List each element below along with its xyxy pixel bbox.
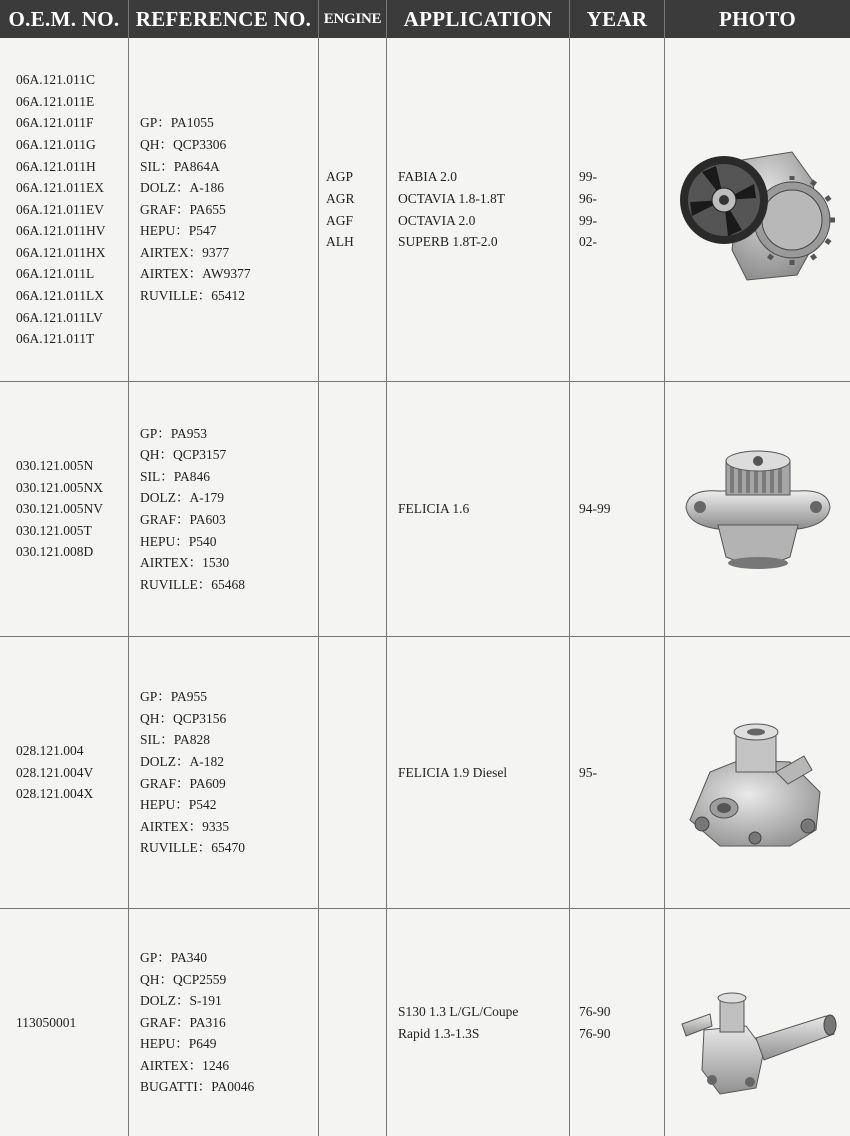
reference-number: HEPU：P542 — [140, 797, 217, 813]
oem-number: 06A.121.011HV — [16, 223, 106, 239]
table-row-reference-cell — [140, 637, 315, 908]
water-pump-housing-icon — [680, 712, 830, 852]
table-row-oem-cell — [16, 38, 126, 381]
column-divider — [386, 0, 387, 1136]
table-row-oem-cell — [16, 909, 126, 1136]
oem-number: 06A.121.011H — [16, 158, 96, 174]
year-range: 76-90 — [579, 1003, 611, 1019]
reference-number: GRAF：PA316 — [140, 1014, 226, 1030]
reference-number: GRAF：PA609 — [140, 775, 226, 791]
table-row-application-cell — [398, 38, 566, 381]
table-row-year-cell — [579, 382, 661, 636]
reference-number: GRAF：PA655 — [140, 201, 226, 217]
table-row-reference-cell — [140, 382, 315, 636]
application-model: SUPERB 1.8T-2.0 — [398, 234, 498, 250]
oem-number: 030.121.005N — [16, 458, 94, 474]
reference-number: DOLZ：A-186 — [140, 180, 224, 196]
header-reference: REFERENCE NO. — [129, 0, 318, 38]
oem-number: 06A.121.011L — [16, 266, 95, 282]
oem-number: 028.121.004 — [16, 743, 84, 759]
engine-code: AGR — [326, 190, 355, 206]
header-photo: PHOTO — [665, 0, 850, 38]
oem-number: 028.121.004V — [16, 764, 94, 780]
year-range: 99- — [579, 169, 597, 185]
water-pump-flange-icon — [678, 445, 838, 575]
reference-number: AIRTEX：9377 — [140, 244, 230, 260]
table-row-year-cell — [579, 38, 661, 381]
reference-number: AIRTEX：1246 — [140, 1057, 230, 1073]
application-model: FELICIA 1.6 — [398, 501, 470, 517]
table-row-application-cell — [398, 637, 566, 908]
oem-number: 06A.121.011F — [16, 115, 94, 131]
table-row-reference-cell — [140, 38, 315, 381]
column-divider — [318, 0, 319, 1136]
table-row-application-cell — [398, 909, 566, 1136]
reference-number: AIRTEX：1530 — [140, 555, 230, 571]
oem-number: 06A.121.011HX — [16, 244, 106, 260]
table-row-year-cell — [579, 637, 661, 908]
reference-number: RUVILLE：65468 — [140, 576, 245, 592]
reference-number: RUVILLE：65412 — [140, 288, 245, 304]
oem-number: 06A.121.011EX — [16, 180, 104, 196]
year-range: 95- — [579, 764, 597, 780]
reference-number: HEPU：P649 — [140, 1036, 217, 1052]
year-range: 99- — [579, 212, 597, 228]
reference-number: GP：PA340 — [140, 949, 208, 965]
reference-number: SIL：PA846 — [140, 468, 211, 484]
application-model: Rapid 1.3-1.3S — [398, 1025, 480, 1041]
oem-number: 030.121.005NX — [16, 479, 103, 495]
reference-number: QH：QCP3306 — [140, 136, 227, 152]
table-row-year-cell — [579, 909, 661, 1136]
oem-number: 06A.121.011C — [16, 72, 96, 88]
reference-number: GP：PA953 — [140, 425, 208, 441]
header-application: APPLICATION — [387, 0, 569, 38]
year-range: 76-90 — [579, 1025, 611, 1041]
reference-number: HEPU：P547 — [140, 223, 217, 239]
oem-number: 06A.121.011LV — [16, 309, 103, 325]
oem-number: 030.121.008D — [16, 544, 94, 560]
year-range: 96- — [579, 190, 597, 206]
reference-number: QH：QCP2559 — [140, 971, 227, 987]
oem-number: 030.121.005T — [16, 522, 92, 538]
water-pump-gear-icon — [672, 140, 842, 290]
reference-number: DOLZ：S-191 — [140, 993, 222, 1009]
oem-number: 06A.121.011LX — [16, 288, 104, 304]
water-pump-pipe-icon — [676, 990, 841, 1100]
year-range: 94-99 — [579, 501, 611, 517]
table-row-oem-cell — [16, 637, 126, 908]
reference-number: GRAF：PA603 — [140, 512, 226, 527]
table-row-reference-cell — [140, 909, 315, 1136]
table-row-engine-cell — [326, 38, 384, 381]
oem-number: 06A.121.011E — [16, 93, 95, 109]
oem-number: 028.121.004X — [16, 786, 94, 802]
reference-number: BUGATTI：PA0046 — [140, 1079, 255, 1095]
reference-number: HEPU：P540 — [140, 533, 217, 549]
reference-number: GP：PA955 — [140, 689, 208, 705]
application-model: S130 1.3 L/GL/Coupe — [398, 1003, 519, 1019]
oem-number: 030.121.005NV — [16, 501, 103, 517]
engine-code: ALH — [326, 234, 354, 250]
year-range: 02- — [579, 234, 597, 250]
reference-number: QH：QCP3156 — [140, 710, 227, 726]
oem-number: 06A.121.011G — [16, 136, 96, 152]
reference-number: RUVILLE：65470 — [140, 840, 245, 856]
column-divider — [664, 0, 665, 1136]
table-row-application-cell — [398, 382, 566, 636]
reference-number: SIL：PA864A — [140, 158, 220, 174]
engine-code: AGP — [326, 169, 354, 185]
reference-number: GP：PA1055 — [140, 115, 214, 131]
application-model: FABIA 2.0 — [398, 169, 458, 185]
engine-code: AGF — [326, 212, 354, 228]
application-model: OCTAVIA 1.8-1.8T — [398, 190, 506, 206]
application-model: OCTAVIA 2.0 — [398, 212, 476, 228]
column-divider — [569, 0, 570, 1136]
reference-number: DOLZ：A-182 — [140, 753, 224, 769]
header-oem: O.E.M. NO. — [0, 0, 128, 38]
table-row-oem-cell — [16, 382, 126, 636]
application-model: FELICIA 1.9 Diesel — [398, 764, 508, 780]
header-engine: ENGINE — [319, 0, 386, 38]
reference-number: DOLZ：A-179 — [140, 490, 224, 506]
oem-number: 113050001 — [16, 1014, 77, 1030]
reference-number: QH：QCP3157 — [140, 447, 227, 463]
reference-number: AIRTEX：AW9377 — [140, 266, 251, 282]
reference-number: SIL：PA828 — [140, 732, 211, 748]
reference-number: AIRTEX：9335 — [140, 818, 230, 834]
oem-number: 06A.121.011T — [16, 331, 95, 347]
oem-number: 06A.121.011EV — [16, 201, 104, 217]
header-year: YEAR — [570, 0, 664, 38]
column-divider — [128, 0, 129, 1136]
